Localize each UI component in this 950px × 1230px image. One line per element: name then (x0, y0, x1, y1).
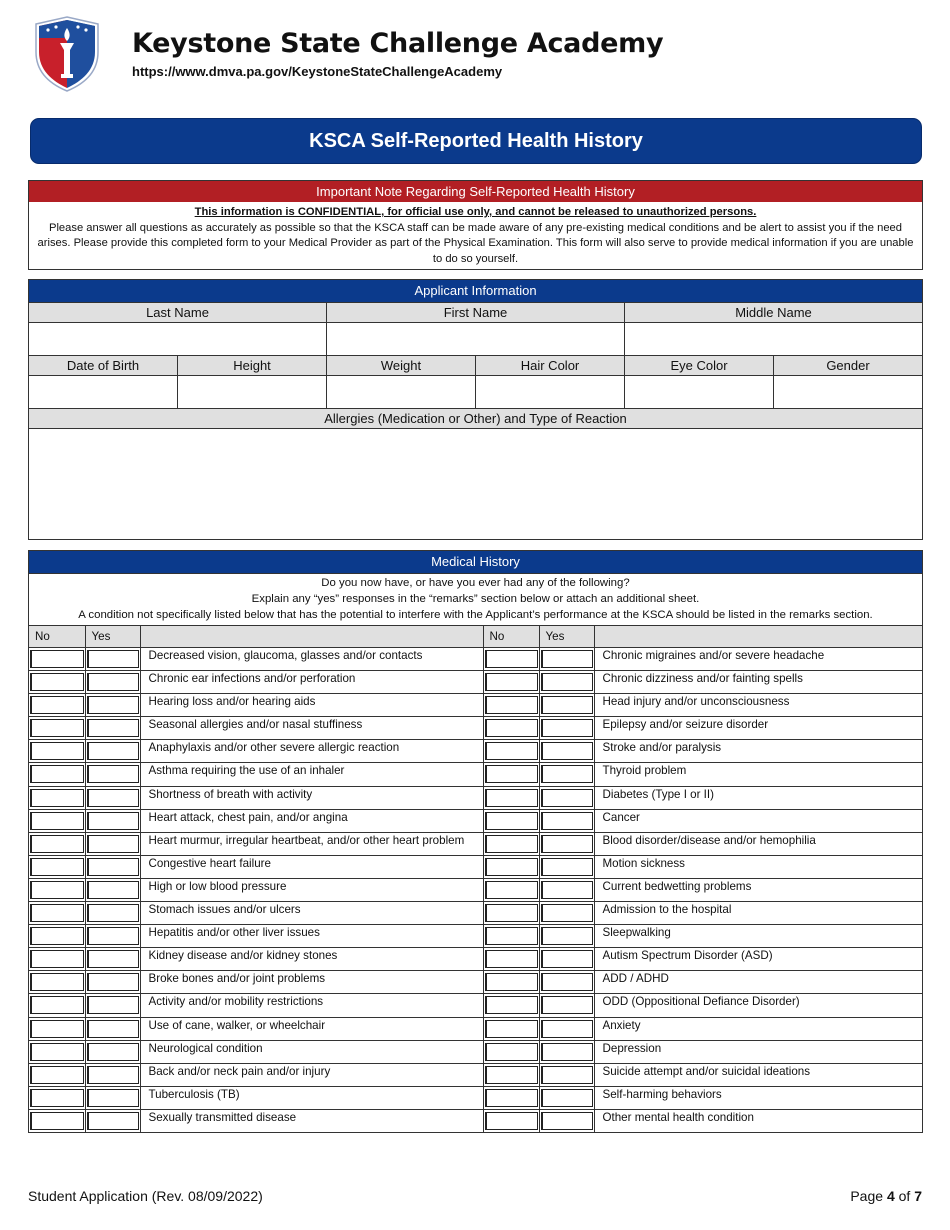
right-yes-cell (539, 1063, 594, 1086)
yes-checkbox[interactable] (87, 673, 139, 691)
yes-checkbox[interactable] (87, 858, 139, 876)
left-no-cell (29, 994, 85, 1017)
right-yes-cell (539, 994, 594, 1017)
no-checkbox[interactable] (30, 996, 84, 1014)
dob-field[interactable] (29, 375, 178, 408)
table-row (29, 1017, 922, 1040)
note-text: Please answer all questions as accurately as possible so that the KSCA staff can be made aware of any pre-existing medical conditions and be alert to assist you if the need arises. Please provide this completed form to your Medical Provider as part of the Physical Examination. This form will also serve to provide medical information if you are unable to do so yourself. (37, 221, 914, 265)
yes-checkbox[interactable] (87, 996, 139, 1014)
yes-checkbox[interactable] (541, 765, 593, 783)
condition-label: Activity and/or mobility restrictions (140, 994, 483, 1017)
yes-checkbox[interactable] (87, 1066, 139, 1084)
no-checkbox[interactable] (30, 1020, 84, 1038)
footer-revision: Student Application (Rev. 08/09/2022) (28, 1188, 263, 1204)
allergies-label: Allergies (Medication or Other) and Type of Reaction (29, 408, 922, 428)
table-row (29, 971, 922, 994)
condition-label: Broke bones and/or joint problems (140, 971, 483, 994)
table-row (29, 1040, 922, 1063)
note-body (29, 202, 922, 269)
height-field[interactable] (178, 375, 327, 408)
table-row (29, 855, 922, 878)
right-no-cell (483, 855, 539, 878)
no-checkbox[interactable] (485, 789, 538, 807)
right-yes-cell (539, 671, 594, 694)
condition-label: Suicide attempt and/or suicidal ideations (594, 1063, 922, 1086)
condition-label: Kidney disease and/or kidney stones (140, 948, 483, 971)
left-yes-cell (85, 1017, 140, 1040)
right-yes-cell (539, 786, 594, 809)
no-checkbox[interactable] (30, 696, 84, 714)
yes-checkbox[interactable] (87, 1112, 139, 1130)
yes-checkbox[interactable] (87, 1089, 139, 1107)
right-no-cell (483, 1063, 539, 1086)
medical-intro-line-1: Do you now have, or have you ever had any of the following? (321, 577, 630, 589)
medical-table-header (29, 626, 922, 648)
condition-label: Chronic migraines and/or severe headache (594, 648, 922, 671)
left-no-cell (29, 878, 85, 901)
no-checkbox[interactable] (485, 835, 538, 853)
middle-name-field[interactable] (625, 322, 922, 355)
table-row (29, 832, 922, 855)
left-yes-cell (85, 740, 140, 763)
yes-checkbox[interactable] (87, 927, 139, 945)
no-checkbox[interactable] (30, 904, 84, 922)
no-checkbox[interactable] (30, 650, 84, 668)
yes-checkbox[interactable] (87, 1043, 139, 1061)
applicant-heading: Applicant Information (29, 280, 922, 302)
condition-label: ADD / ADHD (594, 971, 922, 994)
table-row (29, 648, 922, 671)
col-condition-left (140, 626, 483, 648)
middle-name-label: Middle Name (625, 302, 922, 322)
no-checkbox[interactable] (485, 1043, 538, 1061)
left-yes-cell (85, 1109, 140, 1132)
note-confidential-line: This information is CONFIDENTIAL, for official use only, and cannot be released to unauthorized persons. (194, 206, 757, 218)
condition-label: Decreased vision, glaucoma, glasses and/or contacts (140, 648, 483, 671)
condition-label: Chronic ear infections and/or perforation (140, 671, 483, 694)
col-yes-left: Yes (85, 626, 140, 648)
weight-field[interactable] (327, 375, 476, 408)
yes-checkbox[interactable] (541, 858, 593, 876)
yes-checkbox[interactable] (87, 835, 139, 853)
yes-checkbox[interactable] (87, 1020, 139, 1038)
no-checkbox[interactable] (30, 950, 84, 968)
no-checkbox[interactable] (30, 719, 84, 737)
condition-label: Hepatitis and/or other liver issues (140, 925, 483, 948)
eye-color-field[interactable] (625, 375, 774, 408)
condition-label: Anaphylaxis and/or other severe allergic reaction (140, 740, 483, 763)
left-no-cell (29, 1086, 85, 1109)
yes-checkbox[interactable] (541, 996, 593, 1014)
no-checkbox[interactable] (485, 765, 538, 783)
condition-label: Thyroid problem (594, 763, 922, 786)
right-no-cell (483, 671, 539, 694)
yes-checkbox[interactable] (87, 650, 139, 668)
condition-label: Cancer (594, 809, 922, 832)
yes-checkbox[interactable] (87, 812, 139, 830)
weight-label: Weight (327, 355, 476, 375)
condition-label: Heart murmur, irregular heartbeat, and/or other heart problem (140, 832, 483, 855)
yes-checkbox[interactable] (541, 950, 593, 968)
yes-checkbox[interactable] (541, 927, 593, 945)
table-row (29, 671, 922, 694)
no-checkbox[interactable] (30, 742, 84, 760)
page-current: 4 (886, 1188, 895, 1204)
yes-checkbox[interactable] (541, 696, 593, 714)
eye-color-label: Eye Color (625, 355, 774, 375)
left-no-cell (29, 948, 85, 971)
condition-label: Other mental health condition (594, 1109, 922, 1132)
yes-checkbox[interactable] (541, 1089, 593, 1107)
no-checkbox[interactable] (30, 1112, 84, 1130)
no-checkbox[interactable] (485, 650, 538, 668)
right-yes-cell (539, 809, 594, 832)
condition-label: Congestive heart failure (140, 855, 483, 878)
yes-checkbox[interactable] (541, 742, 593, 760)
right-yes-cell (539, 1040, 594, 1063)
yes-checkbox[interactable] (87, 719, 139, 737)
left-no-cell (29, 832, 85, 855)
left-no-cell (29, 1017, 85, 1040)
right-no-cell (483, 971, 539, 994)
left-no-cell (29, 671, 85, 694)
no-checkbox[interactable] (485, 950, 538, 968)
allergies-field[interactable] (29, 428, 922, 539)
table-row (29, 694, 922, 717)
right-no-cell (483, 740, 539, 763)
right-no-cell (483, 1109, 539, 1132)
condition-label: Asthma requiring the use of an inhaler (140, 763, 483, 786)
medical-heading: Medical History (29, 551, 922, 573)
right-no-cell (483, 902, 539, 925)
org-name: Keystone State Challenge Academy (132, 28, 664, 59)
right-no-cell (483, 763, 539, 786)
table-row (29, 925, 922, 948)
condition-label: Shortness of breath with activity (140, 786, 483, 809)
condition-label: Neurological condition (140, 1040, 483, 1063)
left-yes-cell (85, 902, 140, 925)
yes-checkbox[interactable] (541, 881, 593, 899)
yes-checkbox[interactable] (87, 904, 139, 922)
right-yes-cell (539, 832, 594, 855)
no-checkbox[interactable] (30, 765, 84, 783)
condition-label: Current bedwetting problems (594, 878, 922, 901)
no-checkbox[interactable] (30, 1066, 84, 1084)
no-checkbox[interactable] (485, 1089, 538, 1107)
no-checkbox[interactable] (485, 858, 538, 876)
left-yes-cell (85, 994, 140, 1017)
medical-intro-line-3: A condition not specifically listed below that has the potential to interfere with the Applicant’s performance at the KSCA should be listed in the remarks section. (78, 609, 873, 621)
left-no-cell (29, 1063, 85, 1086)
yes-checkbox[interactable] (87, 973, 139, 991)
right-no-cell (483, 832, 539, 855)
col-yes-right: Yes (539, 626, 594, 648)
col-condition-right (594, 626, 922, 648)
left-no-cell (29, 648, 85, 671)
no-checkbox[interactable] (30, 1089, 84, 1107)
no-checkbox[interactable] (30, 835, 84, 853)
right-no-cell (483, 1086, 539, 1109)
condition-label: Sleepwalking (594, 925, 922, 948)
yes-checkbox[interactable] (541, 904, 593, 922)
condition-label: Motion sickness (594, 855, 922, 878)
right-no-cell (483, 809, 539, 832)
right-no-cell (483, 1040, 539, 1063)
left-yes-cell (85, 832, 140, 855)
right-yes-cell (539, 694, 594, 717)
right-yes-cell (539, 902, 594, 925)
right-no-cell (483, 717, 539, 740)
shield-torch-icon (34, 16, 100, 92)
condition-label: Use of cane, walker, or wheelchair (140, 1017, 483, 1040)
left-no-cell (29, 971, 85, 994)
condition-label: Hearing loss and/or hearing aids (140, 694, 483, 717)
page-title: KSCA Self-Reported Health History (30, 118, 922, 164)
no-checkbox[interactable] (485, 904, 538, 922)
no-checkbox[interactable] (30, 789, 84, 807)
name-label-row (29, 302, 922, 322)
medical-history-table (29, 625, 922, 1132)
page-of: of (894, 1188, 915, 1204)
yes-checkbox[interactable] (87, 742, 139, 760)
left-yes-cell (85, 648, 140, 671)
condition-label: Head injury and/or unconsciousness (594, 694, 922, 717)
condition-label: High or low blood pressure (140, 878, 483, 901)
left-yes-cell (85, 694, 140, 717)
yes-checkbox[interactable] (541, 1043, 593, 1061)
no-checkbox[interactable] (485, 1066, 538, 1084)
table-row (29, 763, 922, 786)
details-input-row (29, 375, 922, 408)
left-yes-cell (85, 948, 140, 971)
last-name-label: Last Name (29, 302, 327, 322)
left-no-cell (29, 1109, 85, 1132)
no-checkbox[interactable] (30, 858, 84, 876)
left-yes-cell (85, 971, 140, 994)
right-yes-cell (539, 878, 594, 901)
condition-label: Seasonal allergies and/or nasal stuffiness (140, 717, 483, 740)
left-yes-cell (85, 671, 140, 694)
left-no-cell (29, 740, 85, 763)
left-yes-cell (85, 786, 140, 809)
no-checkbox[interactable] (485, 1112, 538, 1130)
yes-checkbox[interactable] (541, 812, 593, 830)
col-no-left: No (29, 626, 85, 648)
condition-label: Depression (594, 1040, 922, 1063)
medical-intro-line-2: Explain any “yes” responses in the “remarks” section below or attach an additional sheet. (251, 593, 700, 605)
table-row (29, 948, 922, 971)
condition-label: Epilepsy and/or seizure disorder (594, 717, 922, 740)
left-no-cell (29, 902, 85, 925)
left-yes-cell (85, 925, 140, 948)
org-url[interactable]: https://www.dmva.pa.gov/KeystoneStateChallengeAcademy (132, 64, 503, 79)
yes-checkbox[interactable] (541, 835, 593, 853)
left-yes-cell (85, 763, 140, 786)
condition-label: Chronic dizziness and/or fainting spells (594, 671, 922, 694)
table-row (29, 786, 922, 809)
right-yes-cell (539, 763, 594, 786)
applicant-information (28, 279, 923, 540)
medical-history (28, 550, 923, 1133)
right-no-cell (483, 694, 539, 717)
page-header (34, 16, 914, 96)
condition-label: Self-harming behaviors (594, 1086, 922, 1109)
table-row (29, 717, 922, 740)
left-no-cell (29, 786, 85, 809)
dob-label: Date of Birth (29, 355, 178, 375)
name-input-row (29, 322, 922, 355)
yes-checkbox[interactable] (541, 1112, 593, 1130)
yes-checkbox[interactable] (541, 1066, 593, 1084)
condition-label: Admission to the hospital (594, 902, 922, 925)
details-label-row (29, 355, 922, 375)
yes-checkbox[interactable] (541, 973, 593, 991)
condition-label: Diabetes (Type I or II) (594, 786, 922, 809)
note-heading: Important Note Regarding Self-Reported Health History (29, 181, 922, 202)
gender-label: Gender (774, 355, 922, 375)
no-checkbox[interactable] (30, 1043, 84, 1061)
table-row (29, 902, 922, 925)
table-row (29, 1063, 922, 1086)
left-no-cell (29, 694, 85, 717)
left-yes-cell (85, 1086, 140, 1109)
condition-label: Blood disorder/disease and/or hemophilia (594, 832, 922, 855)
left-no-cell (29, 717, 85, 740)
left-no-cell (29, 1040, 85, 1063)
right-yes-cell (539, 1086, 594, 1109)
left-yes-cell (85, 1063, 140, 1086)
hair-color-field[interactable] (476, 375, 625, 408)
condition-label: Sexually transmitted disease (140, 1109, 483, 1132)
first-name-field[interactable] (327, 322, 625, 355)
condition-label: Autism Spectrum Disorder (ASD) (594, 948, 922, 971)
right-yes-cell (539, 1017, 594, 1040)
right-yes-cell (539, 1109, 594, 1132)
left-no-cell (29, 809, 85, 832)
height-label: Height (178, 355, 327, 375)
right-yes-cell (539, 740, 594, 763)
first-name-label: First Name (327, 302, 625, 322)
no-checkbox[interactable] (30, 927, 84, 945)
no-checkbox[interactable] (485, 881, 538, 899)
table-row (29, 1109, 922, 1132)
right-yes-cell (539, 925, 594, 948)
yes-checkbox[interactable] (541, 789, 593, 807)
no-checkbox[interactable] (485, 1020, 538, 1038)
yes-checkbox[interactable] (87, 881, 139, 899)
left-yes-cell (85, 878, 140, 901)
condition-label: Heart attack, chest pain, and/or angina (140, 809, 483, 832)
col-no-right: No (483, 626, 539, 648)
left-no-cell (29, 925, 85, 948)
confidential-note (28, 180, 923, 270)
left-no-cell (29, 855, 85, 878)
left-yes-cell (85, 855, 140, 878)
condition-label: Stomach issues and/or ulcers (140, 902, 483, 925)
no-checkbox[interactable] (485, 973, 538, 991)
right-no-cell (483, 1017, 539, 1040)
no-checkbox[interactable] (30, 812, 84, 830)
last-name-field[interactable] (29, 322, 327, 355)
table-row (29, 809, 922, 832)
right-yes-cell (539, 855, 594, 878)
condition-label: Back and/or neck pain and/or injury (140, 1063, 483, 1086)
footer-page-number (850, 1188, 922, 1204)
no-checkbox[interactable] (485, 996, 538, 1014)
right-yes-cell (539, 717, 594, 740)
table-row (29, 740, 922, 763)
table-row (29, 1086, 922, 1109)
no-checkbox[interactable] (485, 673, 538, 691)
no-checkbox[interactable] (485, 696, 538, 714)
yes-checkbox[interactable] (87, 789, 139, 807)
condition-label: Tuberculosis (TB) (140, 1086, 483, 1109)
no-checkbox[interactable] (485, 812, 538, 830)
right-no-cell (483, 878, 539, 901)
condition-label: Anxiety (594, 1017, 922, 1040)
medical-intro (29, 573, 922, 625)
hair-color-label: Hair Color (476, 355, 625, 375)
left-yes-cell (85, 809, 140, 832)
yes-checkbox[interactable] (87, 765, 139, 783)
yes-checkbox[interactable] (87, 950, 139, 968)
right-no-cell (483, 786, 539, 809)
right-no-cell (483, 925, 539, 948)
left-yes-cell (85, 717, 140, 740)
no-checkbox[interactable] (485, 927, 538, 945)
left-no-cell (29, 763, 85, 786)
yes-checkbox[interactable] (541, 673, 593, 691)
yes-checkbox[interactable] (541, 1020, 593, 1038)
no-checkbox[interactable] (30, 973, 84, 991)
no-checkbox[interactable] (485, 742, 538, 760)
right-no-cell (483, 948, 539, 971)
yes-checkbox[interactable] (541, 719, 593, 737)
right-no-cell (483, 648, 539, 671)
table-row (29, 994, 922, 1017)
no-checkbox[interactable] (485, 719, 538, 737)
no-checkbox[interactable] (30, 673, 84, 691)
page-prefix: Page (850, 1188, 887, 1204)
yes-checkbox[interactable] (541, 650, 593, 668)
left-yes-cell (85, 1040, 140, 1063)
gender-field[interactable] (774, 375, 922, 408)
no-checkbox[interactable] (30, 881, 84, 899)
right-yes-cell (539, 648, 594, 671)
page-total: 7 (914, 1188, 922, 1204)
condition-label: Stroke and/or paralysis (594, 740, 922, 763)
right-yes-cell (539, 971, 594, 994)
condition-label: ODD (Oppositional Defiance Disorder) (594, 994, 922, 1017)
right-yes-cell (539, 948, 594, 971)
table-row (29, 878, 922, 901)
yes-checkbox[interactable] (87, 696, 139, 714)
medical-table-body (29, 648, 922, 1133)
right-no-cell (483, 994, 539, 1017)
